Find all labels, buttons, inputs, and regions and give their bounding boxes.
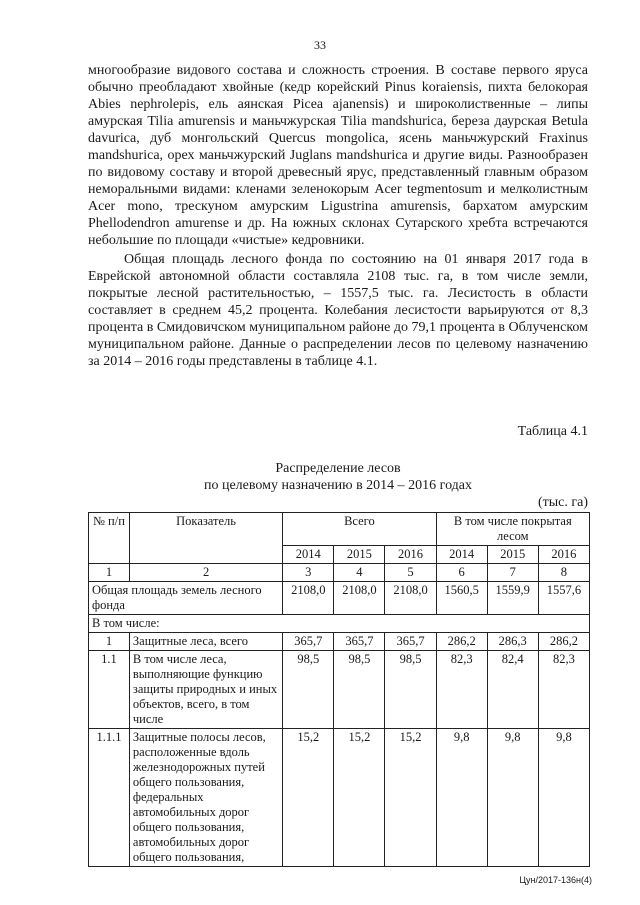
value-cell: 1559,9 [487, 582, 538, 615]
body-text [88, 62, 588, 370]
value-cell: 82,3 [436, 651, 487, 729]
row-num: 1.1.1 [89, 729, 130, 867]
row-label: Общая площадь земель лесного фонда [89, 582, 283, 615]
table-row [89, 651, 590, 729]
colnum-cell: 7 [487, 564, 538, 582]
year-cell: 2016 [385, 546, 436, 564]
value-cell: 82,3 [538, 651, 589, 729]
table-title-line-1: Распределение лесов [275, 461, 401, 476]
value-cell: 9,8 [538, 729, 589, 867]
forest-distribution-table [88, 512, 590, 867]
header-incl-forest: В том числе покрытая лесом [436, 513, 589, 546]
value-cell: 365,7 [283, 633, 334, 651]
table-row [89, 582, 590, 615]
header-indicator: Показатель [129, 513, 282, 564]
year-cell: 2015 [334, 546, 385, 564]
table-row [89, 633, 590, 651]
row-label: Защитные полосы лесов, расположенные вдоль железнодорожных путей общего пользования, федеральных автомобильных дорог общего пользования, автомобильных дорог общего пользования, [129, 729, 282, 867]
colnum-cell: 8 [538, 564, 589, 582]
colnum-cell: 1 [89, 564, 130, 582]
value-cell: 98,5 [334, 651, 385, 729]
value-cell: 98,5 [385, 651, 436, 729]
table-units: (тыс. га) [537, 495, 588, 510]
value-cell: 2108,0 [385, 582, 436, 615]
table-caption: Таблица 4.1 [517, 424, 588, 439]
row-num: 1.1 [89, 651, 130, 729]
header-total: Всего [283, 513, 436, 546]
value-cell: 286,2 [538, 633, 589, 651]
value-cell: 286,2 [436, 633, 487, 651]
value-cell: 365,7 [334, 633, 385, 651]
table-title-line-2: по целевому назначению в 2014 – 2016 годах [203, 478, 473, 493]
value-cell: 286,3 [487, 633, 538, 651]
value-cell: 82,4 [487, 651, 538, 729]
colnum-cell: 5 [385, 564, 436, 582]
value-cell: 1560,5 [436, 582, 487, 615]
table-row [89, 729, 590, 867]
year-cell: 2015 [487, 546, 538, 564]
paragraph-2: Общая площадь лесного фонда по состоянию на 01 января 2017 года в Еврейской автономной области составляла 2108 тыс. га, в том числе земли, покрытые лесной растительностью, – 1557,5 тыс. га. Лесистость в области составляет в среднем 45,2 процента. Колебания лесистости варьируются от 8,3 процента в Смидовичском муниципальном районе до 79,1 процента в Облученском муниципальном районе. Данные о распределении лесов по целевому назначению за 2014 – 2016 годы представлены в таблице 4.1. [88, 252, 588, 369]
year-cell: 2014 [436, 546, 487, 564]
value-cell: 2108,0 [283, 582, 334, 615]
table-title [88, 460, 588, 494]
value-cell: 9,8 [487, 729, 538, 867]
row-label: Защитные леса, всего [129, 633, 282, 651]
page-number: 33 [314, 38, 326, 52]
value-cell: 2108,0 [334, 582, 385, 615]
colnum-cell: 4 [334, 564, 385, 582]
row-label: В том числе леса, выполняющие функцию защиты природных и иных объектов, всего, в том числе [129, 651, 282, 729]
row-num: 1 [89, 633, 130, 651]
year-cell: 2014 [283, 546, 334, 564]
row-label: В том числе: [89, 615, 590, 633]
value-cell: 1557,6 [538, 582, 589, 615]
value-cell: 9,8 [436, 729, 487, 867]
header-num: № п/п [89, 513, 130, 564]
value-cell: 15,2 [385, 729, 436, 867]
table-row [89, 615, 590, 633]
colnum-cell: 2 [129, 564, 282, 582]
value-cell: 98,5 [283, 651, 334, 729]
value-cell: 15,2 [283, 729, 334, 867]
value-cell: 15,2 [334, 729, 385, 867]
footer-code: Цун/2017-136н(4) [519, 875, 592, 885]
colnum-cell: 6 [436, 564, 487, 582]
header-row [89, 513, 590, 546]
column-numbers-row [89, 564, 590, 582]
colnum-cell: 3 [283, 564, 334, 582]
value-cell: 365,7 [385, 633, 436, 651]
paragraph-1: многообразие видового состава и сложность строения. В составе первого яруса обычно преобладают хвойные (кедр корейский Pinus koraiensis, пихта белокорая Abies nephrolepis, ель аянская Picea ajanensis) и широколиственные – липы амурская Tilia amurensis и маньчжурская Tilia mandshurica, береза даурская Betula davurica, дуб монгольский Quercus mongolica, ясень маньчжурский Fraxinus mandshurica, орех маньчжурский Juglans mandshurica и другие виды. Разнообразен по видовому составу и второй древесный ярус, представленный главным образом неморальными видами: кленами зеленокорым Acer tegmentosum и мелколистным Acer mono, трескуном амурским Ligustrina amurensis, бархатом амурским Phellodendron amurense и др. На южных склонах Сутарского хребта встречаются небольшие по площади «чистые» кедровники. [88, 63, 588, 248]
year-cell: 2016 [538, 546, 589, 564]
